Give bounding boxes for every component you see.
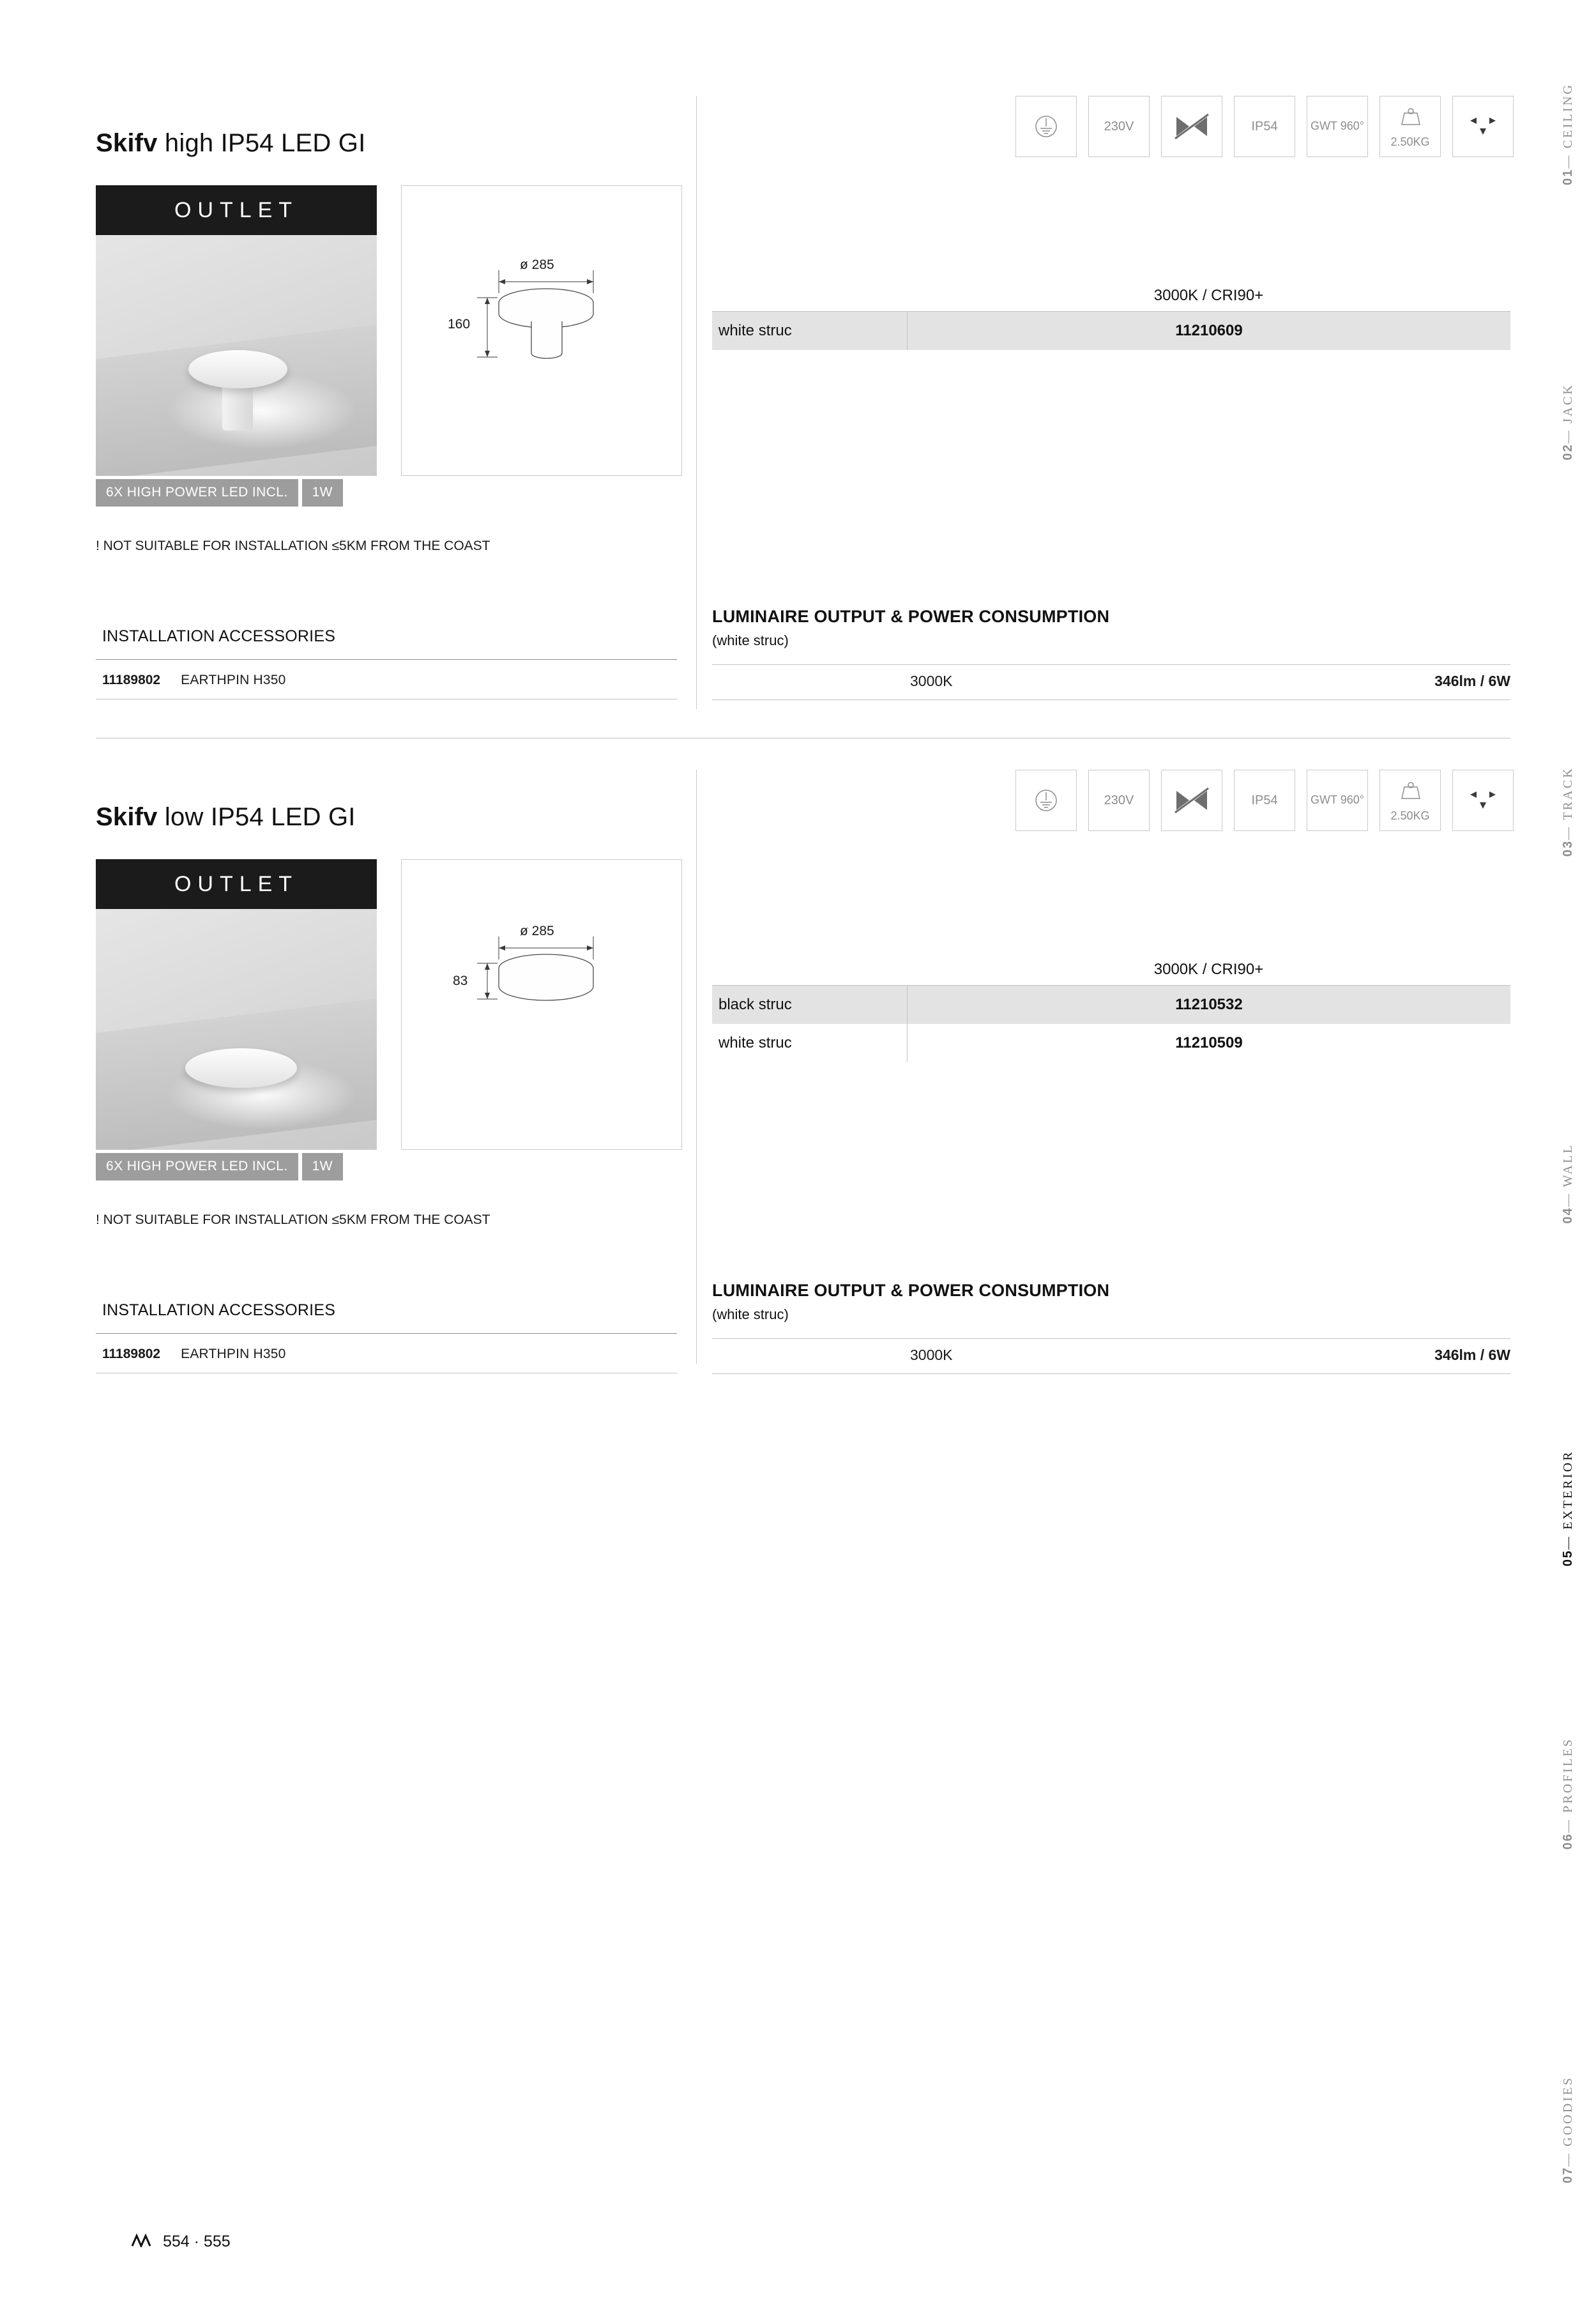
table-row[interactable] [712, 1024, 1510, 1062]
page-numbers: 554 · 555 [163, 2233, 231, 2250]
product-code: 11210532 [907, 986, 1510, 1024]
adjustable-icon [1452, 96, 1514, 157]
product-code-table-1 [712, 275, 1510, 350]
page-footer [131, 2232, 231, 2252]
accessory-code: 11189802 [102, 1347, 161, 1361]
sidebar-item-number: 03 [1561, 839, 1575, 857]
drawing-svg [402, 186, 683, 477]
page-title-product-2 [96, 803, 356, 832]
voltage-label: 230V [1104, 793, 1134, 807]
product-title-rest: high IP54 LED GI [157, 129, 366, 157]
led-tag: 6X HIGH POWER LED INCL. [96, 1153, 298, 1180]
sidebar-item-label: — WALL [1561, 1143, 1575, 1207]
output-row-spacer [712, 673, 910, 690]
adjustable-icon [1452, 770, 1514, 831]
warning-text-1: ! NOT SUITABLE FOR INSTALLATION ≤5KM FROM THE COAST [96, 538, 490, 553]
page-title-product-1 [96, 129, 365, 158]
sidebar-item-goodies[interactable] [1561, 2076, 1576, 2183]
code-table-header [712, 949, 1510, 986]
divider [712, 664, 1510, 665]
sidebar-item-number: 06 [1561, 1833, 1575, 1850]
ip-label: IP54 [1251, 793, 1278, 807]
ip-rating-icon [1234, 96, 1295, 157]
product-code: 11210609 [907, 312, 1510, 350]
product-title-bold: Skifv [96, 803, 158, 831]
divider [96, 659, 677, 660]
lamp-shade [188, 350, 287, 388]
drawing-height-label: 160 [448, 317, 471, 332]
output-value: 346lm / 6W [1434, 673, 1510, 689]
divider [712, 1373, 1510, 1374]
code-table-cct-header: 3000K / CRI90+ [1153, 287, 1264, 304]
led-tags-2 [96, 1153, 343, 1180]
installation-accessories-heading-2: INSTALLATION ACCESSORIES [102, 1301, 336, 1319]
output-row-spacer [712, 1347, 910, 1364]
weight-label: 2.50KG [1390, 135, 1430, 149]
voltage-label: 230V [1104, 119, 1134, 134]
sidebar-item-profiles[interactable] [1561, 1738, 1576, 1850]
led-power-tag: 1W [302, 479, 343, 507]
output-title-1: LUMINAIRE OUTPUT & POWER CONSUMPTION [712, 607, 1110, 626]
outlet-badge: OUTLET [96, 185, 377, 235]
output-cct: 3000K [910, 1347, 953, 1363]
spec-icon-strip-2 [1015, 770, 1514, 831]
sidebar-item-jack[interactable] [1561, 383, 1576, 460]
column-divider [696, 770, 697, 1364]
weight-label: 2.50KG [1390, 809, 1430, 823]
column-divider [696, 96, 697, 709]
output-cct: 3000K [910, 673, 953, 689]
product-code-table-2 [712, 949, 1510, 1062]
output-subtitle-1: (white struc) [712, 632, 789, 648]
sidebar-item-label: — PROFILES [1561, 1738, 1575, 1833]
sidebar-item-number: 01 [1561, 168, 1575, 186]
side-navigation [1500, 0, 1596, 2322]
voltage-icon [1088, 770, 1150, 831]
accessory-row-2[interactable] [102, 1347, 286, 1362]
output-value: 346lm / 6W [1434, 1347, 1510, 1363]
technical-drawing-1 [401, 185, 682, 476]
sidebar-item-exterior[interactable] [1561, 1450, 1576, 1566]
product-title-rest: low IP54 LED GI [157, 803, 356, 831]
brand-mark-icon [131, 2232, 153, 2252]
table-row[interactable] [712, 986, 1510, 1024]
sidebar-item-number: 05 [1561, 1549, 1575, 1567]
sidebar-item-track[interactable] [1561, 767, 1576, 857]
output-subtitle-2: (white struc) [712, 1306, 789, 1322]
sidebar-item-number: 07 [1561, 2166, 1575, 2183]
output-row-2 [712, 1347, 1510, 1364]
divider [712, 699, 1510, 700]
voltage-icon [1088, 96, 1150, 157]
accessory-row-1[interactable] [102, 673, 286, 688]
product-block-skifv-low [96, 770, 1510, 1383]
product-title-bold: Skifv [96, 129, 158, 157]
sidebar-item-ceiling[interactable] [1561, 83, 1576, 185]
table-row[interactable] [712, 312, 1510, 350]
beam-angle-icon [1307, 770, 1368, 831]
technical-drawing-2 [401, 859, 682, 1150]
beam-label: GWT 960° [1311, 119, 1364, 133]
divider [96, 1333, 677, 1334]
drawing-diameter-label: ø 285 [520, 924, 554, 938]
accessory-code: 11189802 [102, 673, 161, 687]
sidebar-item-number: 04 [1561, 1207, 1575, 1224]
warning-text-2: ! NOT SUITABLE FOR INSTALLATION ≤5KM FROM THE COAST [96, 1212, 490, 1227]
photo-scene [96, 909, 377, 1150]
divider [712, 1338, 1510, 1339]
sidebar-item-wall[interactable] [1561, 1143, 1576, 1224]
accessory-desc: EARTHPIN H350 [181, 1347, 286, 1361]
sidebar-item-label: — EXTERIOR [1561, 1450, 1575, 1550]
finish-label: white struc [718, 322, 792, 339]
sidebar-item-label: — JACK [1561, 383, 1575, 444]
led-tag: 6X HIGH POWER LED INCL. [96, 479, 298, 507]
product-code: 11210509 [907, 1024, 1510, 1062]
photo-scene [96, 235, 377, 476]
ip-rating-icon [1234, 770, 1295, 831]
finish-label: white struc [718, 1034, 792, 1051]
drawing-height-label: 83 [453, 974, 468, 988]
drawing-svg [402, 860, 683, 1150]
lamp-shade [185, 1048, 297, 1088]
product-photo [96, 185, 377, 476]
weight-icon [1379, 770, 1441, 831]
product-block-skifv-high [96, 96, 1510, 709]
spec-icon-strip-1 [1015, 96, 1514, 157]
weight-icon [1379, 96, 1441, 157]
beam-label: GWT 960° [1311, 793, 1364, 807]
accessory-desc: EARTHPIN H350 [181, 673, 286, 687]
output-row-1 [712, 673, 1510, 690]
earth-class-icon [1015, 96, 1077, 157]
product-photo [96, 859, 377, 1150]
sidebar-item-label: — CEILING [1561, 83, 1575, 169]
ip-label: IP54 [1251, 119, 1278, 134]
finish-label: black struc [718, 996, 792, 1013]
not-dimmable-icon [1161, 96, 1222, 157]
beam-angle-icon [1307, 96, 1368, 157]
not-dimmable-icon [1161, 770, 1222, 831]
led-power-tag: 1W [302, 1153, 343, 1180]
outlet-badge: OUTLET [96, 859, 377, 909]
sidebar-item-number: 02 [1561, 443, 1575, 461]
drawing-diameter-label: ø 285 [520, 257, 554, 272]
code-table-header [712, 275, 1510, 312]
installation-accessories-heading-1: INSTALLATION ACCESSORIES [102, 627, 336, 645]
earth-class-icon [1015, 770, 1077, 831]
sidebar-item-label: — TRACK [1561, 767, 1575, 840]
code-table-cct-header: 3000K / CRI90+ [1153, 961, 1264, 978]
output-title-2: LUMINAIRE OUTPUT & POWER CONSUMPTION [712, 1281, 1110, 1300]
led-tags-1 [96, 479, 343, 507]
sidebar-item-label: — GOODIES [1561, 2076, 1575, 2167]
